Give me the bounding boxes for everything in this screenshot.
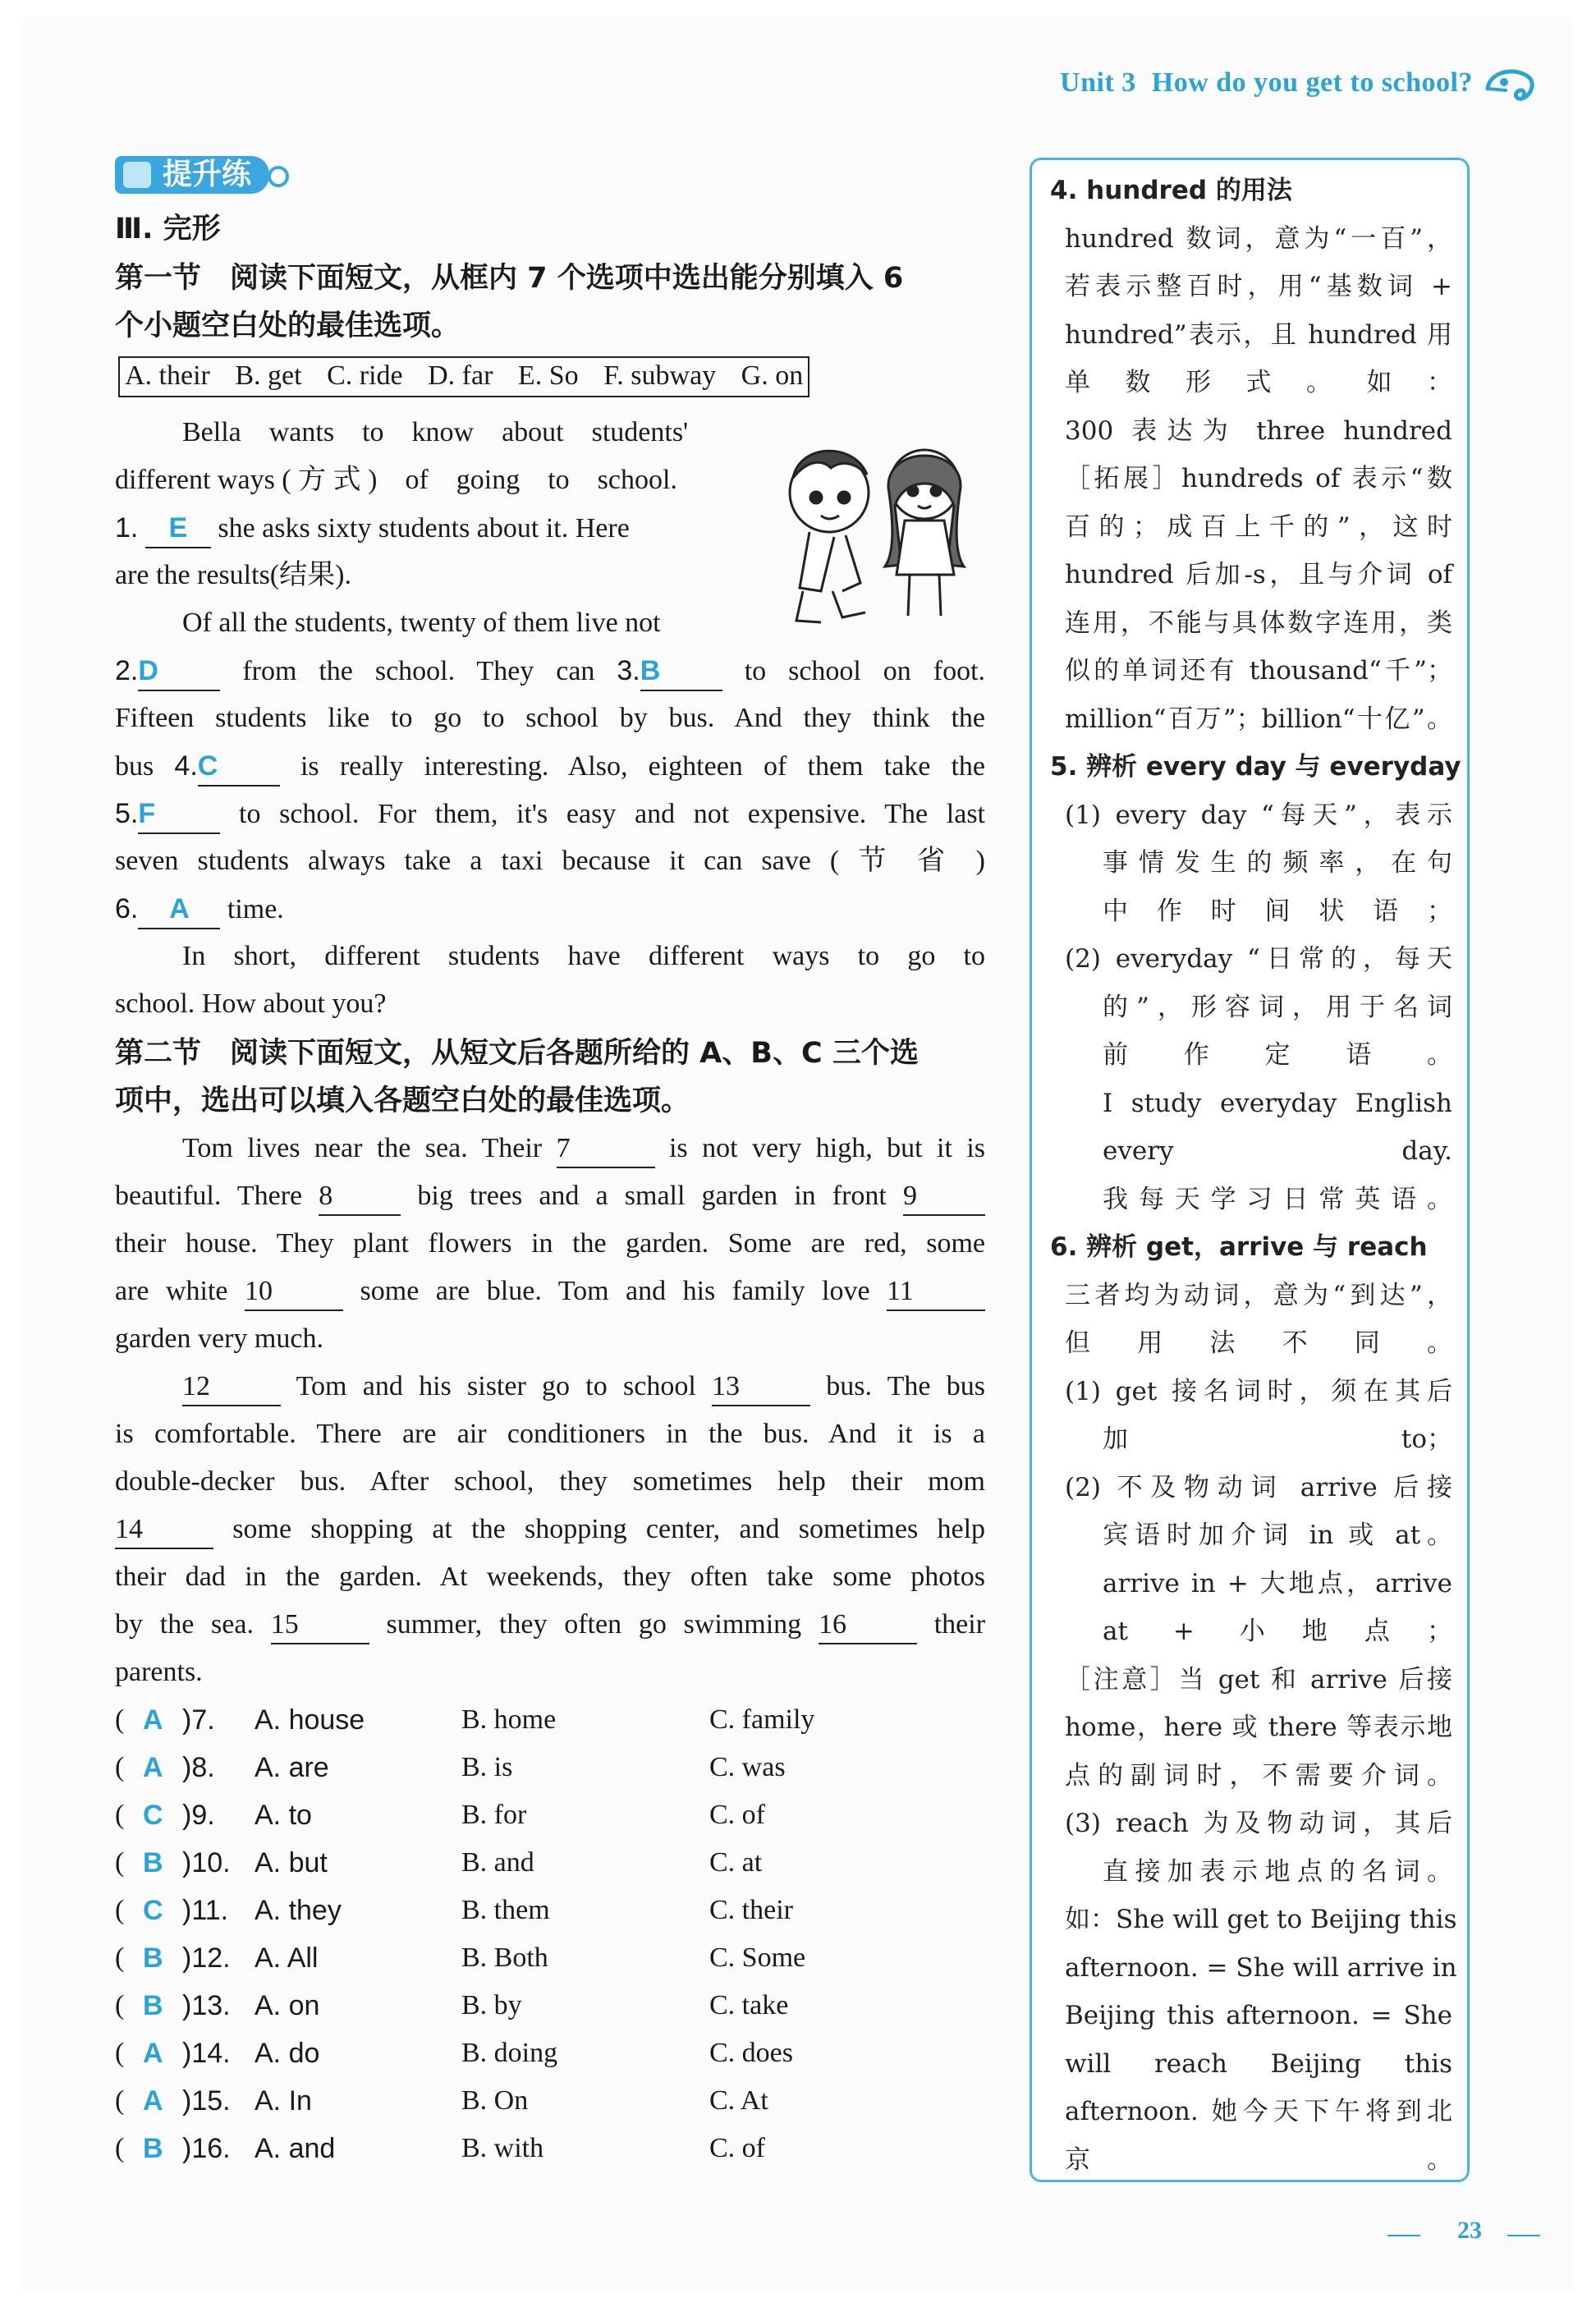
note-line: afternoon. = She will arrive in [1065, 1952, 1457, 1983]
note-line: ［注意］当 get 和 arrive 后接 [1065, 1664, 1452, 1695]
answer-blank [138, 653, 220, 691]
option-b: B. get [235, 360, 302, 391]
passage2-line: is comfortable. There are air conditioners in the bus. And it is a [115, 1419, 985, 1449]
passage1-line [115, 885, 284, 933]
passage1-line [115, 790, 985, 838]
question-row [115, 1791, 985, 1839]
part1-heading-line2: 个小题空白处的最佳选项。 [115, 310, 461, 342]
paren-open: ( [115, 1847, 125, 1878]
note-line: (1) every day “每天”，表示 [1065, 800, 1452, 830]
passage1-line: Of all the students, twenty of them live not [182, 608, 661, 638]
choice-a[interactable]: A. and [255, 2133, 336, 2164]
choice-c[interactable]: C. family [709, 1704, 815, 1735]
blank-number: 5. [115, 798, 139, 829]
choice-c[interactable]: C. their [709, 1895, 793, 1925]
passage2-line [182, 1363, 985, 1410]
paren-open: ( [115, 1752, 125, 1782]
blank-number: 3. [617, 655, 640, 686]
question-number: )7. [182, 1704, 215, 1736]
notes-panel-content [1050, 167, 1461, 2184]
choice-c[interactable]: C. take [709, 1990, 789, 2020]
choice-c[interactable]: C. Some [709, 1942, 806, 1973]
note-line: 中作时间状语； [1103, 896, 1452, 926]
question-answer: B [143, 1847, 163, 1878]
paren-open: ( [115, 1990, 125, 2020]
question-answer: A [143, 1704, 163, 1736]
badge-label: 提升练 [163, 158, 252, 191]
question-blank-16: 16 [819, 1607, 917, 1644]
blank-number: 2. [115, 655, 139, 686]
passage1-line: different ways ( 方 式 ) of going to school. [115, 465, 677, 495]
passage-text: to school on foot. [744, 656, 986, 686]
question-row [115, 2125, 985, 2172]
passage-text: from the school. They can [242, 656, 595, 686]
choice-c[interactable]: C. does [709, 2038, 793, 2068]
question-number: )8. [182, 1752, 215, 1783]
choice-b[interactable]: B. doing [461, 2038, 558, 2068]
badge-dot-icon [268, 166, 289, 187]
option-g: G. on [741, 360, 804, 391]
page-number-rule-left [1387, 2235, 1420, 2236]
option-c: C. ride [327, 360, 403, 391]
question-answer: A [143, 1752, 163, 1783]
passage2-line: their dad in the garden. At weekends, they often take some photos [115, 1562, 985, 1592]
paren-open: ( [115, 1942, 125, 1973]
question-answer: A [143, 2085, 163, 2117]
paren-open: ( [115, 2085, 125, 2116]
blank-number: 1. [115, 512, 139, 543]
choice-c[interactable]: C. at [709, 1847, 763, 1878]
question-row [115, 2077, 985, 2125]
question-answer: C [143, 1895, 163, 1926]
question-blank-11: 11 [887, 1273, 985, 1311]
unit-title: How do you get to school? [1151, 67, 1473, 98]
note-line: every day. [1103, 1136, 1452, 1166]
question-number: )12. [182, 1942, 231, 1974]
answer-1: E [168, 512, 188, 543]
passage-text: bus [115, 751, 154, 782]
kids-illustration-icon [764, 427, 977, 632]
passage2-line: double-decker bus. After school, they sometimes help their mom [115, 1466, 985, 1497]
choice-b[interactable]: B. On [461, 2085, 529, 2116]
unit-label: Unit 3 [1060, 67, 1136, 98]
passage-text: beautiful. There [115, 1181, 303, 1211]
passage-text: she asks sixty students about it. Here [218, 513, 630, 543]
part2-heading-line1: 第二节 阅读下面短文，从短文后各题所给的 A、B、C 三个选 [115, 1037, 919, 1070]
running-header [1052, 67, 1473, 99]
note-line: 点的副词时，不需要介词。 [1065, 1760, 1452, 1791]
choice-a[interactable]: A. house [255, 1704, 365, 1736]
note-line: ［拓展］hundreds of 表示“数 [1065, 464, 1452, 493]
note-line: 三者均为动词，意为“到达”， [1065, 1280, 1452, 1310]
paren-open: ( [115, 2133, 125, 2163]
option-f: F. subway [603, 360, 717, 391]
passage1-line [115, 647, 985, 695]
choice-b[interactable]: B. by [461, 1990, 522, 2020]
question-number: )13. [182, 1990, 231, 2021]
passage-text: some are blue. Tom and his family love [360, 1276, 870, 1306]
question-answer: B [143, 1990, 163, 2021]
note-line: 但用法不同。 [1065, 1328, 1452, 1358]
choice-a[interactable]: A. All [255, 1942, 319, 1974]
choice-a[interactable]: A. on [255, 1990, 320, 2021]
note-line: I study everyday English [1103, 1088, 1452, 1118]
choice-b[interactable]: B. with [461, 2133, 544, 2163]
passage1-line: seven students always take a taxi because it can save ( 节 省 ) [115, 846, 985, 876]
question-number: )16. [182, 2133, 231, 2164]
passage2-line [115, 1601, 985, 1649]
note-heading: 4. hundred 的用法 [1050, 176, 1292, 205]
answer-blank [138, 891, 220, 929]
note-line: 直接加表示地点的名词。 [1103, 1856, 1452, 1887]
question-blank-8: 8 [319, 1178, 401, 1216]
note-line: hundred 后加-s，且与介词 of [1065, 560, 1452, 589]
answer-3: B [640, 655, 661, 686]
question-blank-9: 9 [903, 1178, 985, 1216]
paren-open: ( [115, 1800, 125, 1830]
passage1-line [115, 504, 630, 553]
choice-b[interactable]: B. them [461, 1895, 550, 1925]
choice-c[interactable]: C. was [709, 1752, 786, 1782]
section-heading: Ⅲ. 完形 [115, 213, 221, 245]
badge-book-icon [123, 162, 151, 188]
choice-b[interactable]: B. Both [461, 1942, 548, 1973]
page-number-rule-right [1507, 2235, 1540, 2236]
choice-a[interactable]: A. In [255, 2085, 312, 2117]
question-row [115, 1982, 985, 2030]
choice-a[interactable]: A. are [255, 1752, 329, 1783]
passage1-line: school. How about you? [115, 988, 387, 1019]
note-line: 事情发生的频率，在句 [1103, 848, 1452, 878]
section-badge [115, 156, 269, 194]
page-number: 23 [1457, 2217, 1482, 2244]
question-row [115, 1744, 985, 1791]
choice-b[interactable]: B. is [461, 1752, 513, 1782]
question-answer: B [143, 2133, 163, 2164]
answer-blank [198, 748, 280, 787]
question-row [115, 1934, 985, 1982]
option-d: D. far [428, 360, 493, 391]
part1-heading-line1: 第一节 阅读下面短文，从框内 7 个选项中选出能分别填入 6 [115, 262, 904, 295]
note-heading: 5. 辨析 every day 与 everyday [1050, 752, 1461, 782]
choice-a[interactable]: A. to [255, 1800, 312, 1831]
passage1-line [115, 742, 985, 791]
note-line: 前作定语。 [1103, 1040, 1452, 1070]
paren-open: ( [115, 1895, 125, 1925]
passage-text: some shopping at the shopping center, and sometimes help [232, 1514, 986, 1544]
passage-text: are white [115, 1276, 228, 1306]
question-number: )10. [182, 1847, 231, 1878]
choice-a[interactable]: A. but [255, 1847, 328, 1878]
note-line: 加 to； [1103, 1424, 1452, 1454]
question-blank-7: 7 [557, 1131, 655, 1168]
passage-text: their [933, 1609, 986, 1640]
option-a: A. their [125, 360, 210, 391]
note-line: 京。 [1065, 2144, 1452, 2175]
answer-6: A [169, 893, 190, 924]
passage1-line: In short, different students have different ways to go to [182, 941, 985, 971]
question-answer: A [143, 2038, 163, 2069]
question-blank-14: 14 [115, 1511, 213, 1549]
note-line: at + 小地点； [1103, 1617, 1452, 1646]
note-heading: 6. 辨析 get，arrive 与 reach [1050, 1232, 1428, 1262]
passage2-line: parents. [115, 1657, 203, 1687]
passage-text: bus. The bus [826, 1371, 986, 1401]
choice-b[interactable]: B. home [461, 1704, 557, 1735]
passage2-line: garden very much. [115, 1323, 323, 1354]
passage1-line: Fifteen students like to go to school by bus. And they think the [115, 703, 985, 733]
passage2-line [115, 1172, 985, 1220]
passage2-line [115, 1268, 985, 1315]
note-line: arrive in + 大地点，arrive [1103, 1568, 1452, 1598]
passage2-line [115, 1506, 985, 1553]
answer-2: D [138, 655, 158, 686]
note-line: hundred”表示，且 hundred 用 [1065, 319, 1452, 350]
question-answer: C [143, 1800, 163, 1831]
answer-4: C [197, 750, 218, 782]
note-line: home，here 或 there 等表示地 [1065, 1713, 1452, 1742]
answer-5: F [138, 798, 156, 829]
option-box [118, 356, 809, 397]
passage-text: time. [227, 894, 284, 924]
note-line: 我每天学习日常英语。 [1103, 1184, 1452, 1214]
note-line: afternoon. 她今天下午将到北 [1065, 2097, 1452, 2126]
passage-text: by the sea. [115, 1609, 254, 1640]
passage-text: is not very high, but it is [668, 1133, 986, 1163]
question-row [115, 1696, 985, 1744]
answer-blank [138, 796, 220, 834]
note-line: 似的单词还有 thousand“千”； [1065, 656, 1452, 686]
note-line: 300 表达为 three hundred [1065, 415, 1452, 446]
passage1-line: are the results(结果). [115, 560, 351, 590]
question-blank-12: 12 [182, 1369, 281, 1406]
note-line: 的”，形容词，用于名词 [1103, 992, 1452, 1022]
question-number: )14. [182, 2038, 231, 2069]
option-e: E. So [517, 360, 579, 391]
paren-open: ( [115, 1704, 125, 1735]
passage2-line: their house. They plant flowers in the garden. Some are red, some [115, 1228, 985, 1259]
note-line: 连用，不能与具体数字连用，类 [1065, 608, 1452, 638]
choice-c[interactable]: C. of [709, 1800, 765, 1830]
choice-c[interactable]: C. of [709, 2133, 765, 2163]
passage-text: Tom and his sister go to school [296, 1371, 696, 1401]
passage2-line [182, 1125, 985, 1172]
question-blank-15: 15 [271, 1607, 369, 1644]
choice-b[interactable]: B. for [461, 1800, 527, 1830]
note-line: (2) everyday “日常的，每天 [1065, 944, 1452, 974]
question-row [115, 1839, 985, 1887]
choice-a[interactable]: A. do [255, 2038, 320, 2069]
answer-blank [640, 653, 722, 691]
question-blank-10: 10 [245, 1273, 343, 1311]
blank-number: 4. [174, 750, 198, 782]
note-line: 若表示整百时，用“基数词 + [1065, 272, 1452, 301]
paren-open: ( [115, 2038, 125, 2068]
note-line: 如：She will get to Beijing this [1065, 1905, 1457, 1934]
question-number: )11. [182, 1895, 229, 1926]
note-line: will reach Beijing this [1065, 2048, 1452, 2079]
passage-text: is really interesting. Also, eighteen of them take the [300, 751, 986, 782]
question-answer: B [143, 1942, 163, 1974]
note-line: (1) get 接名词时，须在其后 [1065, 1376, 1452, 1406]
question-number: )15. [182, 2085, 231, 2117]
question-number: )9. [182, 1800, 215, 1831]
question-blank-13: 13 [712, 1369, 810, 1406]
note-line: 百的；成百上千的”，这时 [1065, 511, 1452, 542]
note-line: million“百万”；billion“十亿”。 [1065, 704, 1452, 734]
note-line: (2) 不及物动词 arrive 后接 [1065, 1472, 1452, 1502]
passage-text: summer, they often go swimming [386, 1609, 802, 1640]
choice-c[interactable]: C. At [709, 2085, 768, 2116]
passage1-line: Bella wants to know about students' [182, 417, 689, 447]
blank-number: 6. [115, 893, 139, 924]
note-line: hundred 数词，意为“一百”， [1065, 223, 1452, 254]
part2-heading-line2: 项中，选出可以填入各题空白处的最佳选项。 [115, 1085, 690, 1117]
passage-text: to school. For them, it's easy and not expensive. The last [239, 799, 986, 829]
question-row [115, 2030, 985, 2077]
choice-a[interactable]: A. they [255, 1895, 342, 1926]
answer-blank [145, 510, 211, 548]
note-line: 宾语时加介词 in 或 at。 [1103, 1520, 1452, 1550]
note-line: 单数形式。如： [1065, 368, 1452, 397]
chameleon-logo-icon [1481, 57, 1539, 115]
passage-text: Tom lives near the sea. Their [182, 1133, 543, 1163]
notes-panel [1030, 158, 1470, 2182]
note-line: (3) reach 为及物动词，其后 [1065, 1809, 1452, 1838]
question-row [115, 1887, 985, 1934]
note-line: Beijing this afternoon. = She [1065, 2001, 1452, 2030]
passage-text: big trees and a small garden in front [417, 1181, 887, 1211]
choice-b[interactable]: B. and [461, 1847, 534, 1878]
